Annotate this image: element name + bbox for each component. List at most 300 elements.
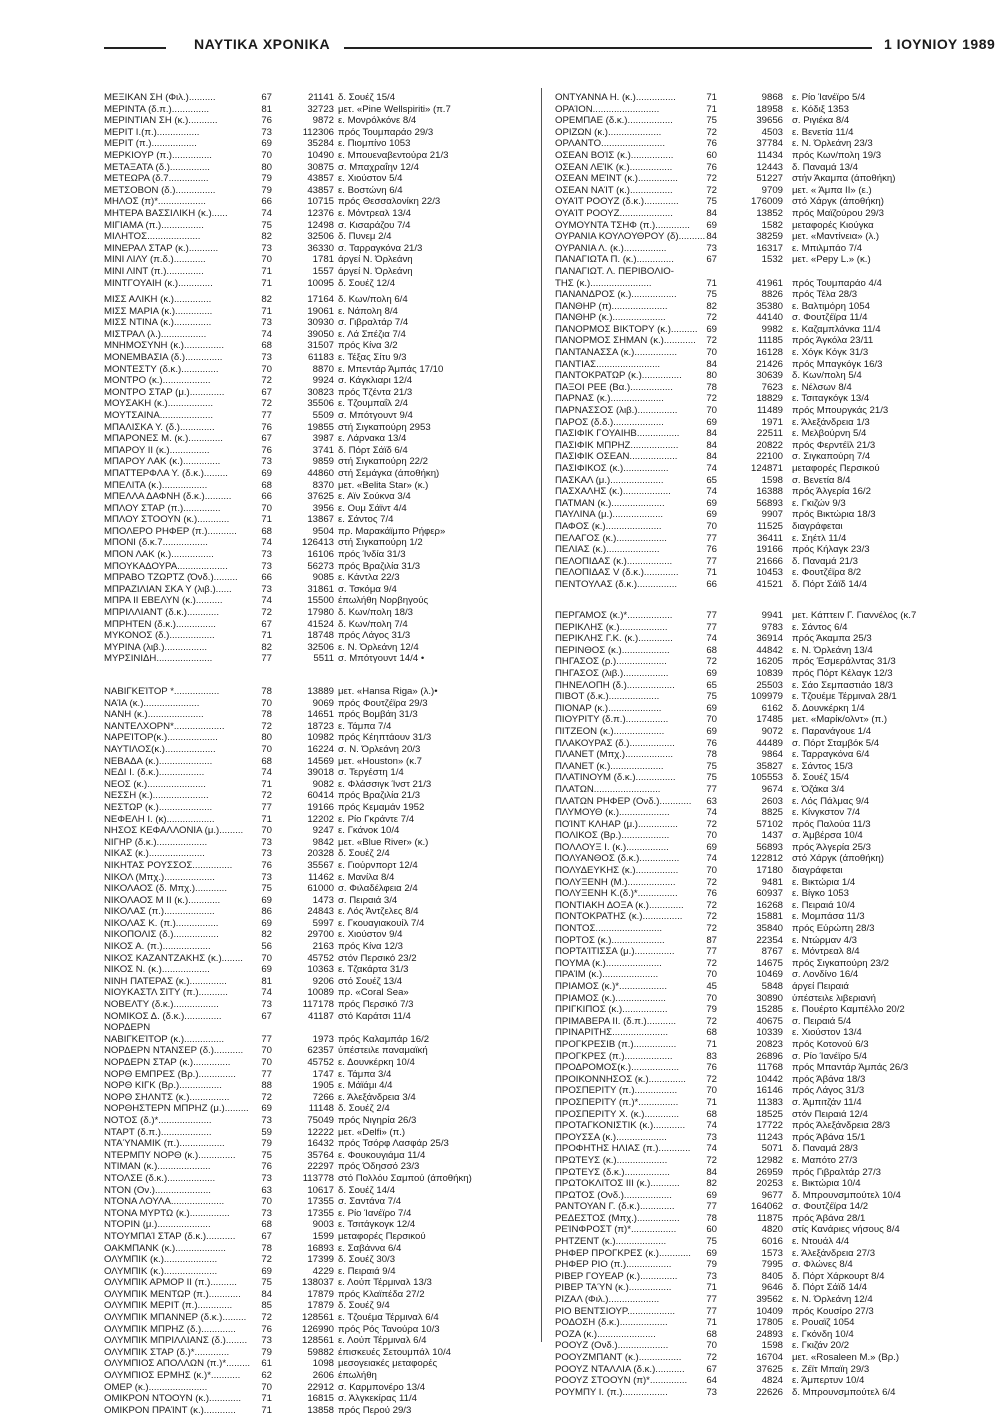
ship-name: ΠΑΝΑΓΙΩΤΑ Π. (κ.).............. [555, 254, 674, 266]
ship-status: ε. Τσιτάγκογκ 12/4 [338, 1219, 416, 1231]
ship-name: ΝΙΓΗΡ (δ.κ.)................... [104, 836, 208, 848]
ship-name: ΟΣΕΑΝ ΛΕΊΚ (κ.)................ [555, 161, 673, 173]
ship-name: ΝΕΟΣ (κ.)...................... [104, 778, 206, 790]
ship-name: ΝΑΊΑ (κ.)..................... [104, 697, 200, 709]
ship-status: στή Σεμάγκα (άποθήκη) [338, 467, 440, 479]
ship-row [104, 953, 504, 965]
ship-status: σ. Φιλαδέλφεια 2/4 [338, 883, 418, 895]
ship-row [549, 645, 1000, 657]
ship-name: ΜΠΟΝΙ (δ.κ.7................. [104, 537, 208, 549]
ship-grt: 35380 [756, 300, 783, 312]
ship-year: 79 [706, 1004, 717, 1016]
ship-name: ΝΟΡΔΕΡΝ ΣΤΑΡ (κ.).............. [104, 1057, 231, 1068]
ship-year: 75 [706, 196, 717, 208]
ship-year: 77 [706, 1201, 717, 1213]
ship-grt: 8825 [761, 807, 783, 819]
ship-year: 71 [706, 1038, 717, 1050]
ship-row [549, 254, 1000, 266]
ship-name: ΠΡΙΑΜΟΣ (κ.)*.................. [555, 981, 668, 992]
ship-name: ΜΕΡΚΙΟΥΡ (π.)............... [104, 149, 212, 161]
ship-row [549, 335, 1000, 347]
ship-year: 78 [706, 1212, 717, 1224]
ship-name: ΝΕΒΑΔΑ (κ.).................... [104, 755, 213, 767]
ship-name: ΝΑΝΤΕΛΧΟΡΝ*................... [104, 720, 225, 732]
ship-grt: 4824 [761, 1375, 783, 1387]
ship-grt: 1598 [761, 474, 783, 486]
ship-name: ΝΑΡΕΊΤΟΡ(κ.)................... [104, 732, 218, 744]
ship-row [549, 324, 1000, 336]
ship-year: 77 [706, 621, 717, 633]
ship-year: 77 [261, 801, 272, 813]
ship-grt: 1973 [312, 1033, 334, 1045]
ship-row [104, 987, 504, 999]
ship-year: 73 [261, 999, 272, 1011]
ship-status: δ. Σουέζ 15/4 [338, 92, 396, 103]
ship-name: ΝΙΚΗΤΑΣ ΡΟΥΣΣΟΣ............... [104, 859, 233, 871]
ship-year: 76 [261, 421, 272, 433]
ship-status: πρός Θεσσαλονίκη 22/3 [338, 196, 441, 208]
ship-status: ε. Πουέρτο Καμπέλλο 20/2 [792, 1004, 905, 1016]
ship-grt: 9003 [312, 1219, 334, 1231]
ship-status: δ. Παναμά 28/3 [792, 1143, 858, 1155]
ship-row [104, 630, 504, 642]
ship-grt: 17399 [307, 1254, 334, 1266]
ship-row [104, 732, 504, 744]
ship-year: 70 [706, 347, 717, 359]
ship-row [104, 185, 504, 197]
ship-name: ΠΟΊΝΤ ΚΛΗΑΡ (μ.)............... [555, 818, 678, 830]
ship-row [104, 138, 504, 150]
ship-grt: 128561 [301, 1335, 334, 1347]
ship-status: ε. Φουκουγιάμα 11/4 [338, 1149, 426, 1161]
ship-name: ΝΕΣΤΩΡ (κ.).................... [104, 801, 213, 813]
ship-name: ΜΙΣΣ ΑΛΙΚΗ (κ.).............. [104, 294, 212, 305]
ship-name: ΡΟΟΥΖ (Ονδ.)................... [555, 1340, 669, 1352]
ship-row [104, 779, 504, 791]
ship-row [104, 340, 504, 352]
ship-name: ΜΠΕΛΙΤΑ (κ.)................. [104, 479, 208, 491]
ship-name: ΠΡΟΓΚΡΕΣΙΒ (π.)................ [555, 1038, 677, 1050]
ship-year: 67 [706, 1363, 717, 1375]
ship-row [104, 1231, 504, 1243]
ship-grt: 16268 [756, 899, 783, 911]
ship-name: ΟΣΕΑΝ ΜΕΊΝΤ (κ.)............... [555, 173, 678, 185]
ship-row [104, 790, 504, 802]
ship-name: ΠΑΦΟΣ (κ.)..................... [555, 520, 662, 532]
ship-status: μεταφορές Περσικού [338, 1230, 426, 1242]
ship-year: 70 [706, 992, 717, 1004]
ship-grt: 36330 [307, 242, 334, 254]
ship-grt: 10715 [307, 196, 334, 208]
ship-status: σ. Πειραιά 3/4 [338, 894, 398, 906]
ship-grt: 1598 [761, 1340, 783, 1352]
ship-row [549, 509, 1000, 521]
ship-status: σ. Ν. Όρλεάνη 20/3 [338, 743, 421, 755]
ship-grt: 1098 [312, 1358, 334, 1370]
ship-year: 69 [261, 467, 272, 479]
ship-grt: 24843 [307, 906, 334, 918]
ship-year: 70 [706, 405, 717, 417]
ship-name: ΠΑΡΟΣ (δ.δ.)................... [555, 416, 664, 428]
ship-status: σ. Τσκόμα 9/4 [338, 583, 397, 595]
ship-row [104, 1324, 504, 1336]
ship-status: στήν Άκαμπα (άποθήκη) [792, 173, 896, 185]
ship-row [104, 329, 504, 341]
ship-status: ε. Μομπάσα 11/3 [792, 911, 865, 923]
ship-status: στίς Κανάριες νήσους 8/4 [792, 1224, 900, 1236]
ship-status: δ. Πυνεμ 2/4 [338, 231, 392, 243]
ship-name: ΜΕΡΙΤ Ι.(π.)................ [104, 126, 200, 138]
ship-name: ΝΙΚΟΠΟΛΙΣ (δ.)................. [104, 929, 219, 941]
ship-row [549, 1190, 1000, 1202]
ship-grt: 12222 [307, 1126, 334, 1138]
ship-year: 84 [706, 1166, 717, 1178]
ship-grt: 35506 [307, 398, 334, 410]
ship-status: ε. Ρίο Γκράντε 7/4 [338, 813, 415, 825]
ship-row [549, 1155, 1000, 1167]
ship-name: ΠΗΓΑΣΟΣ (λιβ.)................. [555, 667, 669, 679]
ship-status: άργεί Ν. Όρλεάνη [338, 265, 413, 277]
ship-year: 73 [261, 549, 272, 561]
ship-status: πρός Τέλα 28/3 [792, 289, 858, 301]
ship-grt: 11768 [757, 1062, 783, 1074]
ship-status: ε. Ντώρμαν 4/3 [792, 934, 858, 946]
ship-name: ΝΟΡΘ ΣΗΛΝΤΣ (κ.)............... [104, 1091, 230, 1103]
ship-row [549, 150, 1000, 162]
ship-grt: 16704 [756, 1352, 783, 1363]
ship-grt: 30823 [307, 386, 334, 398]
ship-year: 74 [706, 463, 717, 474]
ship-row [104, 872, 504, 884]
ship-name: ΠΟΝΤΟΚΡΑΤΗΣ (κ.)............... [555, 911, 683, 923]
ship-grt: 1905 [312, 1080, 334, 1092]
ship-name: ΠΟΛΥΑΝΘΟΣ (δ.κ.)............... [555, 853, 680, 865]
ship-grt: 43857 [307, 184, 334, 196]
ship-row [549, 266, 1000, 278]
ship-year: 70 [261, 502, 272, 514]
ship-grt: 5071 [761, 1143, 783, 1155]
ship-row [104, 595, 504, 607]
ship-name: ΝΙΟΥΚΑΣΤΛ ΣΙΤΥ (π.)........... [104, 987, 228, 999]
ship-row [104, 1185, 504, 1197]
ship-name: ΡΕΔΕΣΤΟΣ (Μπχ.)................ [555, 1212, 680, 1224]
ship-name: ΠΡΙΓΚΙΠΟΣ (κ.)................. [555, 1004, 668, 1016]
ship-name: ΜΙΝΙ ΛΙΛΥ (π.δ.)............ [104, 254, 206, 266]
ship-name: ΠΑΞΟΙ ΡΕΕ (Βα.)................ [555, 381, 673, 393]
ship-name: ΝΤΙΜΑΝ (κ.).................... [104, 1161, 211, 1173]
ship-status: ε. Ν. Όρλεάνη 13/4 [792, 644, 873, 656]
ship-status: ε. Τζακάρτα 31/3 [338, 964, 409, 976]
ship-grt: 126990 [301, 1323, 334, 1335]
ship-grt: 62357 [307, 1045, 334, 1057]
ship-year: 73 [261, 126, 272, 138]
ship-grt: 37784 [756, 138, 783, 150]
ship-grt: 10839 [756, 667, 783, 679]
ship-row [549, 1329, 1000, 1341]
ship-status: ε. Κόδιξ 1353 [792, 103, 850, 115]
ship-name: ΠΗΓΑΣΟΣ (ρ.)................... [555, 656, 667, 668]
ship-year: 68 [261, 755, 272, 767]
ship-year: 84 [706, 439, 717, 451]
ship-grt: 18829 [756, 393, 783, 405]
ship-grt: 30890 [756, 992, 783, 1004]
ship-name: ΟΛΥΜΠΙΚ ΜΠΡΗΖ (δ.)............. [104, 1323, 236, 1335]
ship-year: 70 [706, 1340, 717, 1352]
ship-year: 71 [706, 567, 717, 579]
ship-row [104, 433, 504, 445]
ship-name: ΠΡΟΙΚΟΝΝΗΣΟΣ (κ.).............. [555, 1073, 686, 1085]
ship-name: ΜΠΟΥΚΑΔΟΥΡΑ................... [104, 560, 228, 572]
ship-grt: 9709 [761, 184, 783, 196]
ship-grt: 44489 [756, 737, 783, 749]
ship-name: ΝΟΡΘ ΚΙΓΚ (Βρ.)................ [104, 1080, 222, 1092]
ship-year: 73 [261, 836, 272, 848]
ship-row [104, 802, 504, 814]
ship-row [104, 422, 504, 434]
ship-row [549, 853, 1000, 865]
ship-name: ΠΟΛΥΔΕΥΚΗΣ (κ.)................ [555, 865, 679, 877]
ship-grt: 16205 [756, 656, 783, 668]
ship-year: 74 [706, 1120, 717, 1132]
ship-year: 75 [706, 115, 717, 127]
ship-grt: 20822 [756, 439, 783, 451]
ship-status: ε. Παρανάγουε 1/4 [792, 725, 872, 737]
ship-year: 67 [261, 1230, 272, 1242]
ship-name: ΜΙΛΗΤΟΣ.................... [104, 231, 201, 243]
ship-grt: 1781 [312, 254, 334, 266]
ship-name: ΠΗΝΕΛΟΠΗ (δ.).................. [555, 679, 675, 691]
ship-grt: 4503 [761, 126, 783, 138]
ship-year: 64 [706, 1375, 717, 1387]
ship-year: 70 [261, 825, 272, 837]
ship-grt: 13852 [756, 207, 783, 219]
ship-name: ΝΤΟΝ (Ον.)..................... [104, 1184, 211, 1196]
ship-grt: 15500 [307, 595, 334, 607]
ship-year: 72 [706, 173, 717, 185]
ship-row [104, 1405, 504, 1416]
ship-name: ΠΛΑΤΩΝ ΡΗΦΕΡ (Ονδ.)............ [555, 795, 692, 807]
ship-name: ΡΟΥΜΠΥ Ι. (π.)................. [555, 1386, 668, 1398]
ship-name: ΡΟΖΑ (κ.)...................... [555, 1328, 656, 1340]
ship-grt: 11243 [757, 1131, 783, 1143]
ship-name: ΝΙΝΗ ΠΑΤΕΡΑΣ (κ.).............. [104, 975, 227, 987]
ship-row [104, 1011, 504, 1023]
ship-status: πρός Βικτώρια 18/3 [792, 509, 876, 521]
ship-year: 56 [261, 941, 272, 953]
ship-row [549, 1109, 1000, 1121]
ship-status: ε. Σάο Σεμπαστιάο 18/3 [792, 679, 893, 691]
ship-grt: 1473 [312, 894, 334, 906]
ship-row [549, 289, 1000, 301]
ship-status: ε. Βοστώνη 6/4 [338, 184, 403, 196]
ship-row [549, 405, 1000, 417]
ship-grt: 19061 [307, 305, 334, 317]
ship-year: 79 [261, 1138, 272, 1150]
ship-status: πρός Άλγερία 16/2 [792, 486, 871, 498]
ship-status: ε. Μπιλμπάο 7/4 [792, 242, 863, 254]
ship-status: ε. Ν. Όρλεάνη 12/4 [338, 641, 419, 653]
ship-row [104, 352, 504, 364]
ship-name: ΠΟΡΤΟΣ (κ.).................... [555, 934, 665, 946]
ship-grt: 11383 [757, 1096, 783, 1108]
ship-year: 71 [706, 1282, 717, 1294]
ship-status: πρός Ίνδία 31/3 [338, 549, 406, 561]
ship-name: ΜΕΤΕΩΡΑ (δ.7............... [104, 173, 209, 185]
ship-year: 86 [261, 906, 272, 918]
ship-name: ΡΗΦΕΡ ΠΡΟΓΚΡΕΣ (κ.)............ [555, 1247, 691, 1259]
ship-name: ΠΑΝΑΝΔΡΟΣ (κ.)................. [555, 289, 677, 301]
ship-name: ΜΥΚΟΝΟΣ (δ.)................. [104, 630, 215, 642]
ship-year: 84 [706, 451, 717, 463]
ship-status: δ. Μπρουνσμπούτελ 6/4 [792, 1386, 896, 1398]
ship-grt: 15285 [756, 1004, 783, 1016]
ship-row [549, 1340, 1000, 1352]
ship-row [104, 1034, 504, 1046]
ship-row [549, 772, 1000, 784]
ship-status: σ. Πόρτ Σταμβόκ 5/4 [792, 737, 880, 749]
ship-year: 75 [261, 883, 272, 895]
ship-name: ΡΟΟΥΖ ΣΤΟΟΥΝ (π)*.............. [555, 1375, 688, 1387]
ship-year: 69 [706, 667, 717, 679]
ship-row [549, 1317, 1000, 1329]
ship-name: ΟΥΑΊΤ ΡΟΟΥΖ.................... [555, 207, 673, 219]
ship-status: ε. Λός Άντζελες 8/4 [338, 906, 419, 918]
ship-grt: 45752 [307, 952, 334, 964]
ship-grt: 2163 [312, 941, 334, 953]
ship-status: ε. Γκόνδη 10/4 [792, 1328, 854, 1340]
ship-year: 84 [706, 428, 717, 440]
ship-row [104, 964, 504, 976]
ship-grt: 22297 [307, 1161, 334, 1173]
ship-grt: 9907 [761, 509, 783, 521]
ship-grt: 11875 [757, 1212, 783, 1224]
ship-grt: 9085 [312, 572, 334, 584]
ship-year: 76 [261, 1161, 272, 1173]
ship-row [104, 387, 504, 399]
ship-status: πρός Τζέντα 21/3 [338, 386, 413, 398]
ship-name: ΠΡΟΣΠΕΡΙΤΥ (π.)................ [555, 1085, 678, 1097]
issue-date: 1 ΙΟΥΝΙΟΥ 1989 [884, 36, 996, 52]
ship-grt: 11525 [757, 520, 783, 532]
ship-row [549, 498, 1000, 510]
ship-grt: 16893 [307, 1242, 334, 1254]
ship-grt: 60937 [756, 888, 783, 900]
ship-grt: 26959 [756, 1166, 783, 1178]
ship-name: ΠΕΛΟΠΙΔΑΣ (κ.)................. [555, 555, 673, 567]
ship-status: στό Χάργκ (άποθήκη) [792, 853, 884, 865]
ship-grt: 9674 [761, 783, 783, 795]
ship-row [549, 1167, 1000, 1179]
ship-row [549, 1178, 1000, 1190]
ship-grt: 176009 [750, 196, 783, 208]
ship-year: 73 [261, 1335, 272, 1347]
ship-name: ΝΤΟΥΜΠΑΊ ΣΤΑΡ (δ.κ.)........... [104, 1230, 236, 1242]
ship-row [104, 375, 504, 387]
ship-status: ε. Πειραιά 10/4 [792, 899, 855, 911]
ship-row [104, 1266, 504, 1278]
ship-year: 73 [261, 560, 272, 572]
ship-grt: 9783 [761, 621, 783, 633]
ship-status: πρός Κίνα 12/3 [338, 941, 403, 953]
ship-grt: 9864 [761, 749, 783, 761]
ship-status: πρός Περού 29/3 [338, 1404, 412, 1416]
ship-name: ΠΛΑΤΙΝΟΥΜ (δ.κ.)............... [555, 772, 676, 784]
ship-name: ΟΥΡΑΝΙΑ ΚΟΥΛΟΥΘΡΟΥ (δ).......... [555, 231, 706, 243]
ship-year: 82 [261, 641, 272, 653]
ship-grt: 17879 [307, 1288, 334, 1300]
ship-name: ΤΗΣ (κ.)....................... [555, 277, 652, 289]
ship-grt: 109979 [750, 691, 783, 703]
ship-row [549, 1213, 1000, 1225]
ship-row [549, 703, 1000, 715]
ship-grt: 61183 [308, 351, 334, 363]
ship-status: στή Σιγκαπούρη 22/2 [338, 456, 428, 468]
ship-year: 59 [261, 1126, 272, 1138]
ship-status: πρός Κουσίρο 27/3 [792, 1305, 874, 1317]
ship-status: ε. Κάντλα 22/3 [338, 572, 400, 584]
ship-year: 80 [261, 161, 272, 173]
ship-row [549, 393, 1000, 405]
ship-status: σ. Μπότγουντ 9/4 [338, 409, 413, 421]
ship-status: ε. Νάπολη 8/4 [338, 305, 398, 317]
ship-row [549, 1259, 1000, 1271]
ship-status: πρός Μπαντάρ Άμπάς 26/3 [792, 1062, 909, 1074]
ship-status: μετ. Κάπτειν Γ. Γιαννέλος (κ.7 [792, 610, 917, 621]
ship-section [549, 92, 1000, 591]
ship-name: ΟΛΥΜΠΙΟΣ ΕΡΜΗΣ (κ.)*........... [104, 1370, 241, 1382]
ship-status: δ. Πόρτ Σάϊδ 14/4 [792, 1282, 867, 1294]
ship-name: ΜΙΓΙΑΜΑ (π.)................ [104, 219, 204, 231]
ship-status: πρός Κήλαγκ 23/3 [792, 544, 870, 556]
ship-status: σ. Φουτζέϊρα 14/2 [792, 1201, 869, 1213]
ship-status: δ. Σουέζ 2/4 [338, 848, 390, 860]
ship-name: ΜΠΕΛΛΑ ΔΑΦΝΗ (δ.κ.).......... [104, 491, 232, 503]
ship-year: 78 [706, 749, 717, 761]
ship-row [549, 347, 1000, 359]
ship-year: 76 [261, 115, 272, 127]
ship-grt: 1582 [761, 219, 783, 231]
ship-year: 71 [261, 778, 272, 790]
ship-year: 69 [261, 138, 272, 150]
ship-name: ΜΠΡΑΖΙΛΙΑΝ ΣΚΑ Υ (λιβ.)...... [104, 583, 232, 595]
ship-row [549, 668, 1000, 680]
ship-name: ΡΙΖΑΛ (Φιλ.)................... [555, 1294, 660, 1306]
ship-status: ε. Μπουεναβεντούρα 21/3 [338, 149, 449, 161]
header-rule-left [104, 47, 166, 49]
ship-grt: 16106 [307, 549, 334, 561]
ship-grt: 60414 [307, 790, 334, 802]
ship-name: ΡΙΒΕΡ ΓΟΥΕΑΡ (κ.).............. [555, 1270, 678, 1282]
ship-name: ΟΑΚΜΠΑΝΚ (κ.)................... [104, 1242, 226, 1254]
ship-status: σ. Φλώνες 8/4 [792, 1259, 853, 1271]
ship-name: ΠΛΥΜΟΥΘ (κ.)................... [555, 807, 670, 819]
ship-grt: 17180 [756, 865, 783, 877]
ship-name: ΠΟΝΤΙΑΚΗ ΔΟΞΑ (κ.)............. [555, 899, 684, 911]
ship-grt: 18958 [756, 103, 783, 115]
ship-year: 71 [706, 103, 717, 115]
ship-name: ΠΡΩΤΕΥΣ (δ.κ.)................. [555, 1166, 670, 1178]
ship-name: ΠΑΝΘΗΡ (κ.).................... [555, 312, 666, 324]
ship-year: 74 [261, 207, 272, 219]
ship-status: ε. Χιούστον 9/4 [338, 929, 403, 941]
ship-row [104, 1347, 504, 1359]
ship-year: 75 [706, 1236, 717, 1248]
ship-year: 77 [706, 946, 717, 958]
ship-year: 66 [706, 578, 717, 590]
ship-name: ΜΠΡΗΤΕΝ (δ.κ.)............... [104, 618, 216, 630]
ship-grt: 126413 [301, 537, 334, 549]
ship-row [104, 537, 504, 549]
